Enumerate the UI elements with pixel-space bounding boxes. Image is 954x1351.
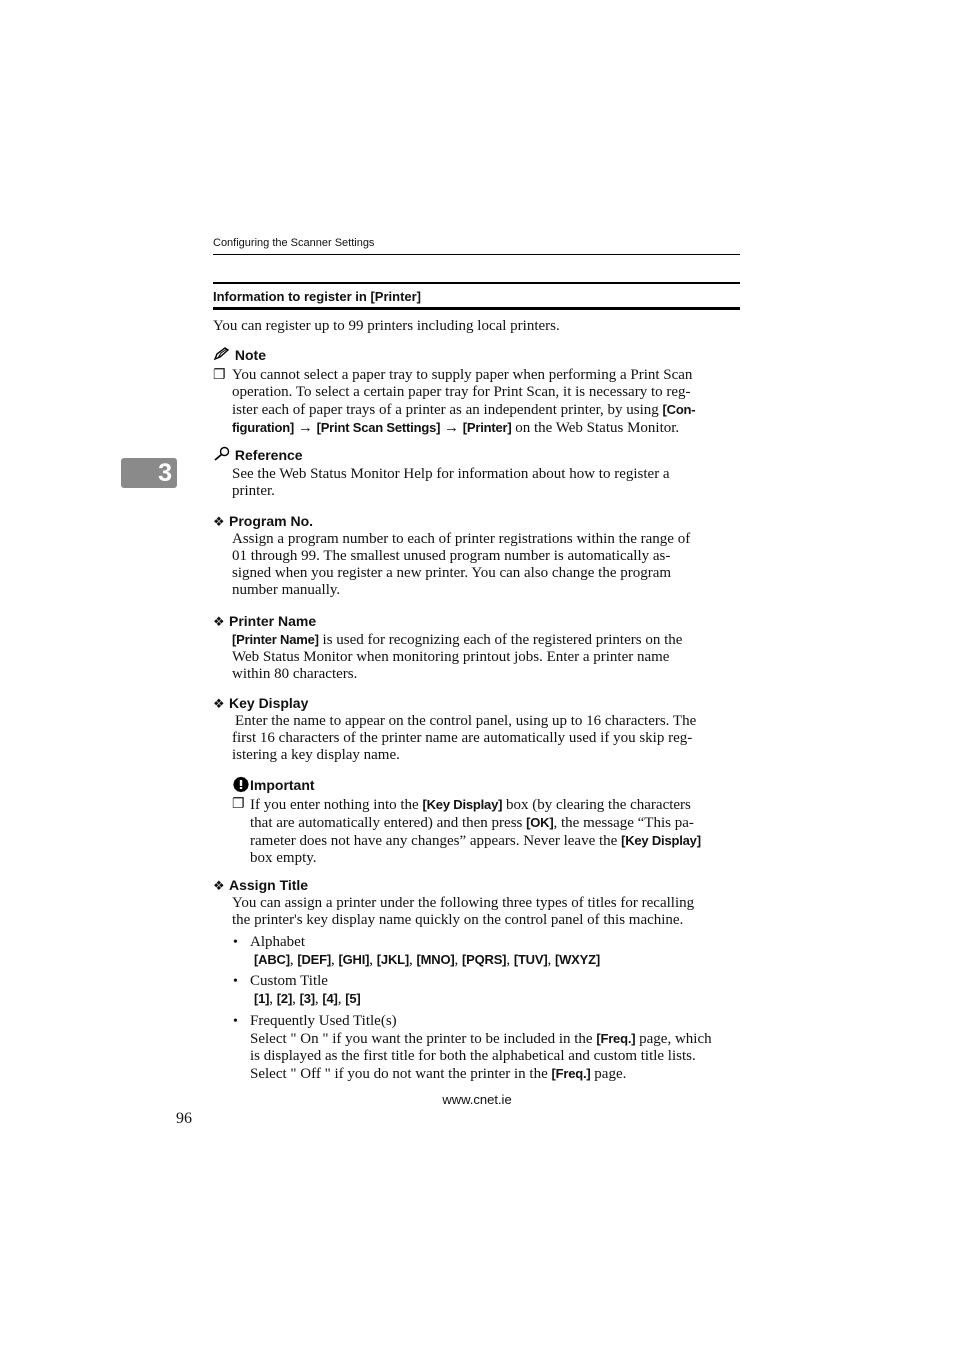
important-icon <box>232 776 250 793</box>
key-ghi: [GHI] <box>338 952 370 967</box>
key-freq: [Freq.] <box>596 1031 636 1046</box>
note-label: Note <box>234 347 267 363</box>
alphabet-name: Alphabet <box>250 934 305 950</box>
key-print-scan-settings: [Print Scan Settings] <box>316 420 441 435</box>
note-line: operation. To select a certain paper tray for Print Scan, it is necessary to reg- <box>232 384 691 400</box>
printer-name-body <box>232 631 740 683</box>
printer-name-label: Printer Name <box>229 613 317 629</box>
running-header-title: Configuring the Scanner Settings <box>213 237 375 249</box>
alphabet-keys: [ABC], [DEF], [GHI], [JKL], [MNO], [PQRS], [TUV], [WXYZ] <box>254 952 600 968</box>
printer-name-line: Web Status Monitor when monitoring printout jobs. Enter a printer name <box>232 649 670 665</box>
frequent-text: Select " On " if you want the printer to be included in the <box>250 1031 597 1047</box>
key-display-heading <box>213 695 308 712</box>
key-printer: [Printer] <box>462 420 512 435</box>
key-wxyz: [WXYZ] <box>554 952 600 967</box>
program-no-heading <box>213 513 313 530</box>
note-text: ister each of paper trays of a printer as an independent printer, by using <box>232 402 663 418</box>
key-printer-name: [Printer Name] <box>232 632 319 647</box>
important-text: box (by clearing the characters <box>502 797 691 813</box>
note-text: on the Web Status Monitor. <box>511 420 680 436</box>
footer-url: www.cnet.ie <box>442 1092 512 1107</box>
note-body <box>232 367 740 437</box>
custom-title-name: Custom Title <box>250 973 328 989</box>
note-line: You cannot select a paper tray to supply paper when performing a Print Scan <box>232 367 693 383</box>
important-body <box>250 796 740 867</box>
assign-title-label: Assign Title <box>229 877 309 893</box>
bullet-dot-icon: • <box>233 974 238 989</box>
section-title: Information to register in [Printer] <box>213 289 422 304</box>
key-configuration: [Con- <box>662 402 696 417</box>
frequent-text: page, which <box>635 1031 712 1047</box>
important-line <box>250 832 740 850</box>
reference-label: Reference <box>234 447 303 463</box>
key-freq: [Freq.] <box>551 1066 591 1081</box>
custom-title-keys: [1], [2], [3], [4], [5] <box>254 991 361 1007</box>
key-mno: [MNO] <box>416 952 455 967</box>
running-header <box>213 237 740 255</box>
diamond-bullet-icon: ❖ <box>213 696 225 711</box>
program-no-line: Assign a program number to each of printer registrations within the range of <box>232 531 691 547</box>
key-def: [DEF] <box>297 952 331 967</box>
key-display-body <box>232 713 740 764</box>
alphabet-item <box>250 934 740 969</box>
important-text: that are automatically entered) and then press <box>250 815 527 831</box>
assign-title-line: You can assign a printer under the following three types of titles for recalling <box>232 895 695 911</box>
frequent-line <box>250 1065 740 1083</box>
key-display-line: Enter the name to appear on the control panel, using up to 16 characters. The <box>235 713 697 729</box>
important-text: , the message “This pa- <box>553 815 694 831</box>
diamond-bullet-icon: ❖ <box>213 514 225 529</box>
frequent-item <box>250 1013 740 1083</box>
important-line <box>250 814 740 832</box>
program-no-line: number manually. <box>232 582 341 598</box>
key-1: [1] <box>254 991 270 1006</box>
important-text: rameter does not have any changes” appears. Never leave the <box>250 833 622 849</box>
printer-name-line: within 80 characters. <box>232 666 358 682</box>
key-key-display: [Key Display] <box>621 833 701 848</box>
chapter-tab <box>121 458 177 488</box>
important-heading <box>232 776 315 793</box>
section-title-box <box>213 282 740 310</box>
diamond-bullet-icon: ❖ <box>213 614 225 629</box>
key-4: [4] <box>322 991 338 1006</box>
key-display-line: istering a key display name. <box>232 747 400 763</box>
arrow: → <box>440 420 463 436</box>
checkbox-bullet-icon: ❐ <box>213 368 226 383</box>
program-no-body <box>232 531 740 599</box>
printer-name-line <box>232 631 740 649</box>
printer-name-heading <box>213 613 316 630</box>
key-display-label: Key Display <box>229 695 309 711</box>
frequent-text: page. <box>590 1066 627 1082</box>
bullet-dot-icon: • <box>233 1014 238 1029</box>
custom-title-item <box>250 973 740 1008</box>
frequent-line: is displayed as the first title for both the alphabetical and custom title lists. <box>250 1048 696 1064</box>
key-display-line: first 16 characters of the printer name are automatically used if you skip reg- <box>232 730 693 746</box>
key-2: [2] <box>276 991 293 1006</box>
note-line <box>232 419 740 437</box>
reference-body <box>232 466 740 500</box>
important-text: If you enter nothing into the <box>250 797 423 813</box>
program-no-line: signed when you register a new printer. You can also change the program <box>232 565 672 581</box>
printer-name-text: is used for recognizing each of the registered printers on the <box>318 632 683 648</box>
reference-line: printer. <box>232 483 275 499</box>
key-ok: [OK] <box>526 815 554 830</box>
assign-title-body <box>232 895 740 929</box>
important-line: box empty. <box>250 850 317 866</box>
bullet-dot-icon: • <box>233 935 238 950</box>
key-jkl: [JKL] <box>376 952 409 967</box>
program-no-label: Program No. <box>229 513 314 529</box>
key-3: [3] <box>299 991 315 1006</box>
important-label: Important <box>250 777 315 793</box>
magnifier-icon <box>213 446 231 461</box>
frequent-text: Select " Off " if you do not want the printer in the <box>250 1066 552 1082</box>
page-number: 96 <box>176 1110 192 1127</box>
pencil-icon <box>213 347 231 361</box>
chapter-number: 3 <box>158 459 172 487</box>
key-configuration-end: figuration] <box>232 420 295 435</box>
note-line <box>232 401 740 419</box>
program-no-line: 01 through 99. The smallest unused program number is automatically as- <box>232 548 671 564</box>
assign-title-line: the printer's key display name quickly on the control panel of this machine. <box>232 912 684 928</box>
key-tuv: [TUV] <box>513 952 548 967</box>
frequent-name: Frequently Used Title(s) <box>250 1013 397 1029</box>
assign-title-heading <box>213 877 308 894</box>
note-heading <box>213 347 266 363</box>
checkbox-bullet-icon: ❐ <box>232 797 245 812</box>
key-pqrs: [PQRS] <box>462 952 507 967</box>
frequent-line <box>250 1030 740 1048</box>
key-5: [5] <box>345 991 361 1006</box>
intro-paragraph: You can register up to 99 printers including local printers. <box>213 318 560 334</box>
important-line <box>250 796 740 814</box>
key-abc: [ABC] <box>254 952 290 967</box>
reference-line: See the Web Status Monitor Help for information about how to register a <box>232 466 670 482</box>
diamond-bullet-icon: ❖ <box>213 878 225 893</box>
reference-heading <box>213 446 303 463</box>
arrow: → <box>294 420 317 436</box>
key-key-display: [Key Display] <box>422 797 503 812</box>
